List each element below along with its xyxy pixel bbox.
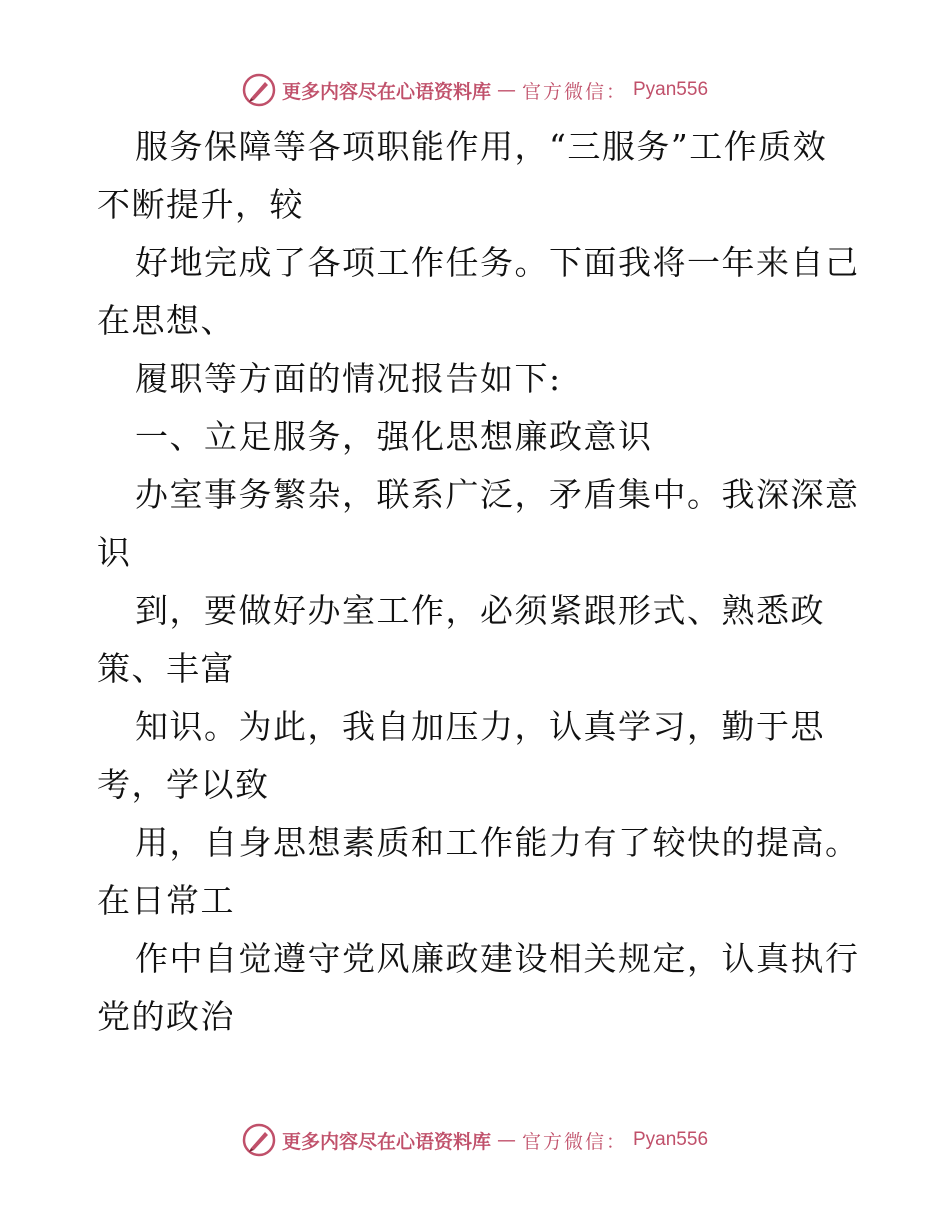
watermark-separator: — (496, 79, 516, 101)
paragraph-line: 考，学以致 (97, 765, 270, 804)
watermark-brand: 更多内容尽在心语资料库 (281, 1130, 491, 1153)
paragraph-line: 服务保障等各项职能作用，“三服务”工作质效 (135, 127, 828, 166)
quill-pen-logo-icon (242, 73, 276, 107)
paragraph-line: 党的政治 (97, 997, 235, 1036)
paragraph-line: 到，要做好办室工作，必须紧跟形式、熟悉政 (135, 591, 825, 630)
paragraph-line: 不断提升，较 (97, 185, 304, 224)
watermark-separator: — (496, 1129, 516, 1151)
footer-watermark (0, 1120, 950, 1160)
watermark-brand: 更多内容尽在心语资料库 (281, 80, 491, 103)
document-body (97, 118, 860, 1046)
watermark-wechat-label: 官方微信： (521, 1130, 627, 1153)
paragraph-line: 在日常工 (97, 881, 235, 920)
watermark-wechat-label: 官方微信： (521, 80, 627, 103)
paragraph-line: 用，自身思想素质和工作能力有了较快的提高。 (135, 823, 860, 862)
watermark-wechat-id: Pyan556 (633, 79, 709, 100)
paragraph-line: 一、立足服务，强化思想廉政意识 (135, 417, 653, 456)
paragraph-line: 策、丰富 (97, 649, 235, 688)
watermark-wechat-id: Pyan556 (633, 1129, 709, 1150)
paragraph-line: 在思想、 (97, 301, 235, 340)
paragraph-line: 履职等方面的情况报告如下: (135, 359, 562, 398)
quill-pen-logo-icon (242, 1123, 276, 1157)
header-watermark (0, 70, 950, 110)
paragraph-line: 作中自觉遵守党风廉政建设相关规定，认真执行 (135, 939, 860, 978)
paragraph-line: 知识。为此，我自加压力，认真学习，勤于思 (135, 707, 825, 746)
paragraph-line: 好地完成了各项工作任务。下面我将一年来自己 (135, 243, 860, 282)
paragraph-line: 办室事务繁杂，联系广泛，矛盾集中。我深深意 (135, 475, 860, 514)
paragraph-line: 识 (97, 533, 132, 572)
